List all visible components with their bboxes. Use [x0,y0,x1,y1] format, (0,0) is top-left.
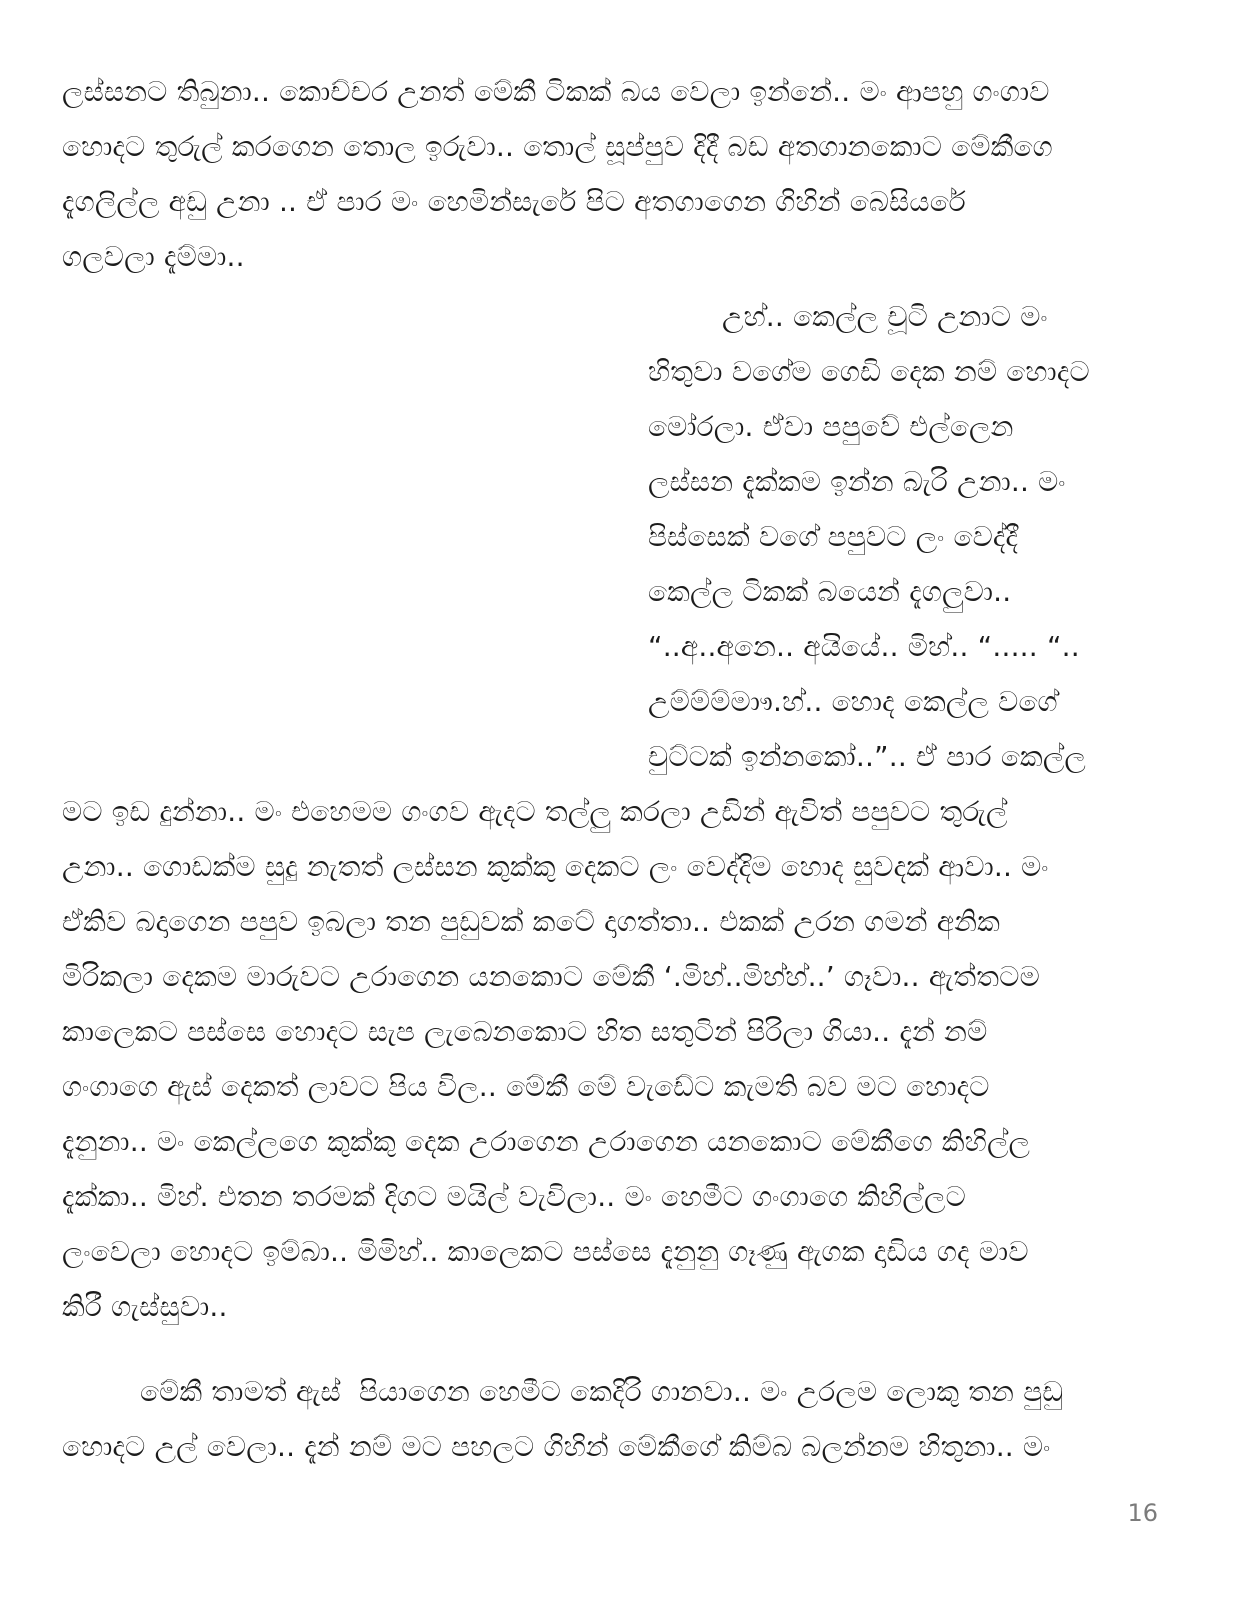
paragraph-3 [62,1364,1180,1474]
wrapped-paragraph-line: හිතුවා වගේම ගෙඩි දෙක නම් හොදට [648,355,1090,388]
paragraph-line: ගලවලා දැම්මා.. [62,240,245,273]
paragraph-line: උනා.. ගොඩක්ම සුදු නැතත් ලස්සන කුක්කු දෙකට ලං වෙද්දිම හොද සුවදක් ආවා.. මං [62,850,1049,883]
paragraph-line: මට ඉඩ දුන්නා.. මං එහෙමම ගංගව ඇදට තල්ලු කරලා උඩින් ඇවිත් පපුවට තුරුල් [62,795,1008,828]
paragraph-line: දැක්කා.. මිහ්. එතන තරමක් දිගට මයිල් වැවිලා.. මං හෙමීට ගංගාගෙ කිහිල්ලට [62,1180,966,1213]
page-number: 16 [1127,1499,1158,1527]
wrapped-paragraph-line: “..අ..අනෙ.. අයියේ.. මිහ්.. “..... “.. [648,630,1080,663]
paragraph-2 [62,289,1180,1334]
paragraph-line: ලංවෙලා හොදට ඉම්බා.. මිමිහ්.. කාලෙකට පස්සෙ දැනුනු ගෑණු ඇගක දාඩිය ගද මාව [62,1235,1029,1268]
wrapped-paragraph-line: උම්ම්ම්මාෟ.හ්.. හොද කෙල්ල වගේ [648,685,1058,718]
wrapped-paragraph-line: ලස්සන දැක්කම ඉන්න බැරි උනා.. මං [648,465,1066,498]
paragraph-line: කාලෙකට පස්සෙ හොදට සැප ලැබෙනකොට හිත සතුටින් පිරිලා ගියා.. දැන් නම් [62,1015,988,1048]
paragraph-line: දැනුනා.. මං කෙල්ලගෙ කුක්කු දෙක උරාගෙන උරාගෙන යනකොට මේකීගෙ කිහිල්ල [62,1125,1031,1158]
wrapped-paragraph-line: කෙල්ල ටිකක් බයෙන් දැගලුවා.. [648,575,1012,608]
paragraph-line: මේකී තාමත් ඇස් පියාගෙන හෙමීට කෙදිරි ගානවා.. මං උරලම ලොකු තන පුඩු [140,1375,1064,1408]
paragraph-line: හොදට උල් වෙලා.. දැන් නම් මට පහලට ගිහින් මේකීගේ කිම්බ බලන්නම හිතුනා.. මං [62,1430,1051,1463]
wrapped-paragraph-line: උහ්.. කෙල්ල චූටි උනාට මං [722,300,1048,333]
paragraph-line: ඒකිව බදාගෙන පපුව ඉබලා තන පුඩුවක් කටේ දාගත්තා.. එකක් උරන ගමන් අනික [62,905,1001,938]
paragraph-line: ලස්සනට තිබුනා.. කොච්චර උනත් මේකී ටිකක් බය වෙලා ඉන්නේ.. මං ආපහු ගංගාව [62,75,1050,108]
paragraph-1 [62,64,1180,284]
paragraph-line: මිරිකලා දෙකම මාරුවට උරාගෙන යනකොට මේකී ‘.මිහ්..මිහ්හ්..’ ගෑවා.. ඇත්තටම [62,960,1040,993]
wrapped-paragraph-line: පිස්සෙක් වගේ පපුවට ලං වෙද්දී [648,520,1019,553]
paragraph-line: ගංගාගෙ ඇස් දෙකත් ලාවට පිය විල.. මේකී මේ වැඩේට කැමති බව මට හොදට [62,1070,990,1103]
wrapped-paragraph-line: මෝරලා. ඒවා පපුවේ එල්ලෙන [648,410,1014,443]
paragraph-line: දැගලිල්ල අඩු උනා .. ඒ පාර මං හෙමින්සැරේ පිට අතගාගෙන ගිහින් බෙසියරේ [62,185,966,218]
paragraph-line: හොදට තුරුල් කරගෙන තොල ඉරුවා.. තොල් සූප්පුව දිදී බඩ අතගානකොට මේකීගෙ [62,130,1053,163]
paragraph-line: කිරී ගැස්සුවා.. [62,1290,228,1323]
document-body [62,64,1180,1474]
wrapped-paragraph-line: චුට්ටක් ඉන්නකෝ..”.. ඒ පාර කෙල්ල [648,740,1086,773]
